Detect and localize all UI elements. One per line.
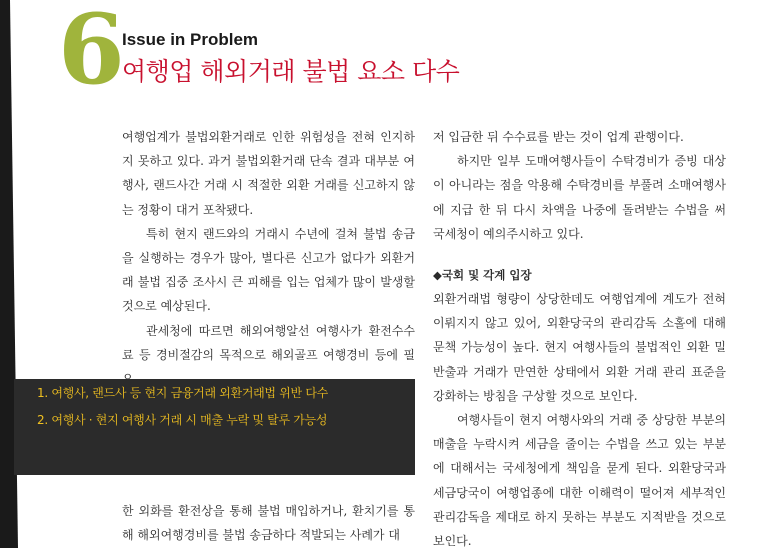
paragraph: 저 입금한 뒤 수수료를 받는 것이 업계 관행이다. [433,130,684,144]
section-number: 6 [58,0,125,106]
subheading: ◆국회 및 각계 입장 [433,268,532,283]
section-kicker: Issue in Problem [122,30,259,49]
paragraph: 여행업계가 불법외환거래로 인한 위험성을 전혀 인지하지 못하고 있다. 과거 불법외환거래 단속 결과 대부분 여행사, 랜드사간 거래 시 적절한 외환 거래를 신고하지 않는 정황이 대거 포착됐다. [122,130,415,217]
page-title: 여행업 해외거래 불법 요소 다수 [122,57,460,86]
paragraph: 외환거래법 형량이 상당한데도 여행업계에 계도가 전혀 이뤄지지 않고 있어, 외환당국의 관리감독 소홀에 대해 문책 가능성이 높다. 현지 여행사들의 불법적인 외환 밀반출과 거래가 만연한 상태에서 외환 거래 관리 표준을 강화하는 방침을 구상할 것으로 보인다. [433,292,726,403]
paragraph: 특히 현지 랜드와의 거래시 수년에 걸쳐 불법 송금을 실행하는 경우가 많아, 별다른 신고가 없다가 외환거래 불법 집중 조사시 큰 피해를 입는 업체가 많이 발생할 것으로 예상된다. [122,226,415,314]
paragraph: 하지만 일부 도매여행사들이 수탁경비가 증빙 대상이 아니라는 점을 악용해 수탁경비를 부풀려 소매여행사에 지급 한 뒤 다시 차액을 나중에 돌려받는 수법을 써 국세청이 예의주시하고 있다. [433,154,726,241]
paragraph: 한 외화를 환전상을 통해 불법 매입하거나, 환치기를 통해 해외여행경비를 불법 송금하다 적발되는 사례가 대 [122,504,415,543]
highlight-item: 2. 여행사 · 현지 여행사 거래 시 매출 누락 및 탈루 가능성 [37,413,328,427]
left-column-continued [122,499,415,547]
right-column [433,125,726,553]
paragraph: 관세청에 따르면 해외여행알선 여행사가 환전수수료 등 경비절감의 목적으로 해외골프 여행경비 등에 필 [122,323,415,362]
left-column [122,125,415,391]
highlight-box [14,379,415,475]
highlight-item: 1. 여행사, 랜드사 등 현지 금융거래 외환거래법 위반 다수 [37,386,328,400]
paragraph: 여행사들이 현지 여행사와의 거래 중 상당한 부분의 매출을 누락시켜 세금을 줄이는 수법을 쓰고 있는 부분에 대해서는 국세청에게 책임을 묻게 된다. 외환당국과 세금당국이 여행업종에 대한 이해력이 떨어져 세부적인 관리감독을 제대로 하지 못하는 부분도 지적받을 것으로 보인다. [433,413,726,549]
